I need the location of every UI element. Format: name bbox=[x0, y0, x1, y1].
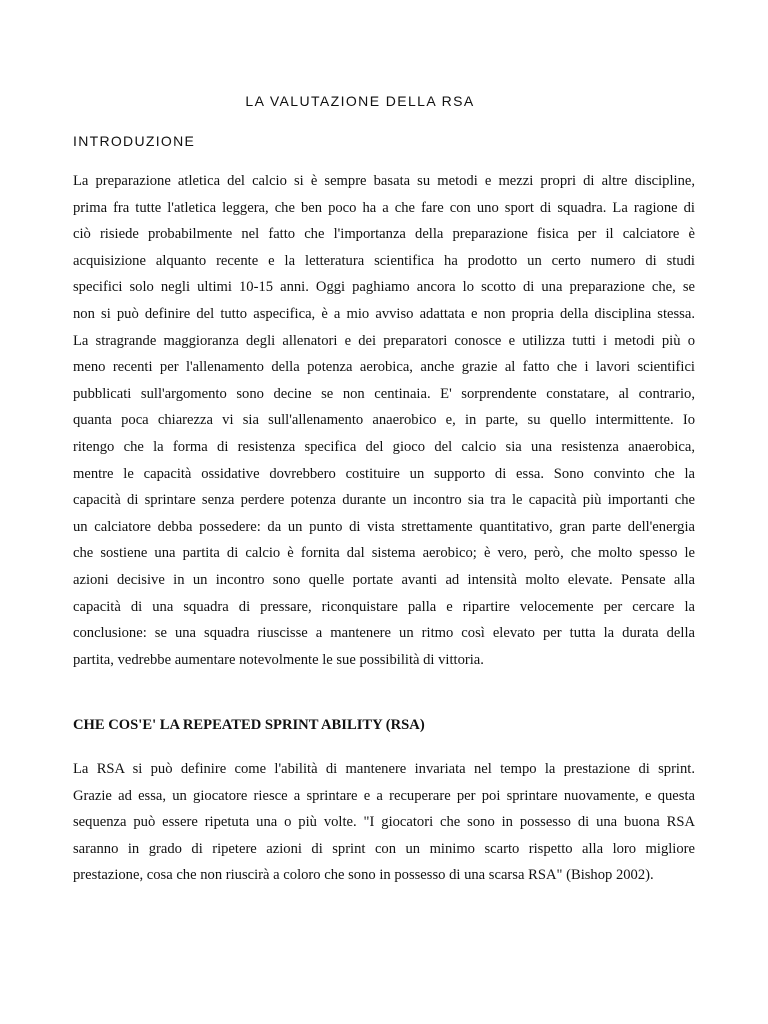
document-title: LA VALUTAZIONE DELLA RSA bbox=[245, 93, 475, 109]
paragraph-line: La RSA si può definire come l'abilità di mantenere invariata nel tempo la prestazione di sprint. bbox=[73, 761, 695, 777]
paragraph-line: azioni decisive in un incontro sono quelle portate avanti ad intensità molto elevate. Pensate alla bbox=[73, 571, 695, 588]
paragraph-line: acquisizione alquanto recente e la letteratura scientifica ha prodotto un certo numero di studi bbox=[73, 252, 695, 269]
intro-heading: INTRODUZIONE bbox=[73, 133, 196, 149]
paragraph-line: pubblicati sull'argomento sono decine se non centinaia. E' sorprendente constatare, al contrario, bbox=[73, 385, 695, 402]
paragraph-line: mentre le capacità ossidative dovrebbero costituire un supporto di essa. Sono convinto che la bbox=[73, 465, 695, 482]
paragraph-line: che sostiene una partita di calcio è fornita dal sistema aerobico; è vero, però, che molto spesso le bbox=[73, 545, 695, 562]
paragraph-line: Grazie ad essa, un giocatore riesce a sprintare e a recuperare per poi sprintare nuovamente, e questa bbox=[73, 787, 695, 804]
paragraph-line: La preparazione atletica del calcio si è sempre basata su metodi e mezzi propri di altre discipline, bbox=[73, 173, 695, 189]
paragraph-line: prestazione, cosa che non riuscirà a coloro che sono in possesso di una scarsa RSA" (Bishop 2002). bbox=[73, 867, 654, 884]
rsa-heading: CHE COS'E' LA REPEATED SPRINT ABILITY (RSA) bbox=[73, 717, 425, 733]
paragraph-line: saranno in grado di ripetere azioni di sprint con un minimo scarto rispetto alla loro migliore bbox=[73, 840, 695, 857]
paragraph-line: un calciatore debba possedere: da un punto di vista strettamente quantitativo, gran parte dell'energia bbox=[73, 518, 695, 535]
paragraph-line: capacità di una squadra di pressare, riconquistare palla e ripartire velocemente per cercare la bbox=[73, 598, 695, 615]
paragraph-line: ritengo che la forma di resistenza specifica del gioco del calcio sia una resistenza anaerobica, bbox=[73, 438, 695, 455]
paragraph-line: capacità di sprintare senza perdere potenza durante un incontro sia tra le capacità più importanti che bbox=[73, 492, 695, 509]
paragraph-line: quanta poca chiarezza vi sia sull'allenamento anaerobico e, in parte, su quello intermittente. Io bbox=[73, 412, 695, 429]
paragraph-line: meno recenti per l'allenamento della potenza aerobica, anche grazie al fatto che i lavori scientifici bbox=[73, 359, 695, 376]
intro-paragraph bbox=[73, 168, 695, 673]
paragraph-line: prima fra tutte l'atletica leggera, che ben poco ha a che fare con uno sport di squadra. La ragione di bbox=[73, 199, 695, 216]
paragraph-line: conclusione: se una squadra riuscisse a mantenere un ritmo così elevato per tutta la durata della bbox=[73, 625, 695, 642]
paragraph-line: non si può definire del tutto aspecifica, è a mio avviso adattata e non propria della disciplina stessa. bbox=[73, 305, 695, 322]
paragraph-line: partita, vedrebbe aumentare notevolmente le sue possibilità di vittoria. bbox=[73, 651, 484, 668]
paragraph-line: sequenza può essere ripetuta una o più volte. "I giocatori che sono in possesso di una buona RSA bbox=[73, 814, 695, 831]
paragraph-line: specifici solo negli ultimi 10-15 anni. Oggi paghiamo ancora lo scotto di una preparazione che, se bbox=[73, 279, 695, 296]
rsa-paragraph bbox=[73, 756, 695, 889]
paragraph-line: ciò risiede probabilmente nel fatto che l'importanza della preparazione fisica per il calciatore è bbox=[73, 226, 695, 243]
paragraph-line: La stragrande maggioranza degli allenatori e dei preparatori conosce e utilizza tutti i metodi più o bbox=[73, 332, 695, 349]
